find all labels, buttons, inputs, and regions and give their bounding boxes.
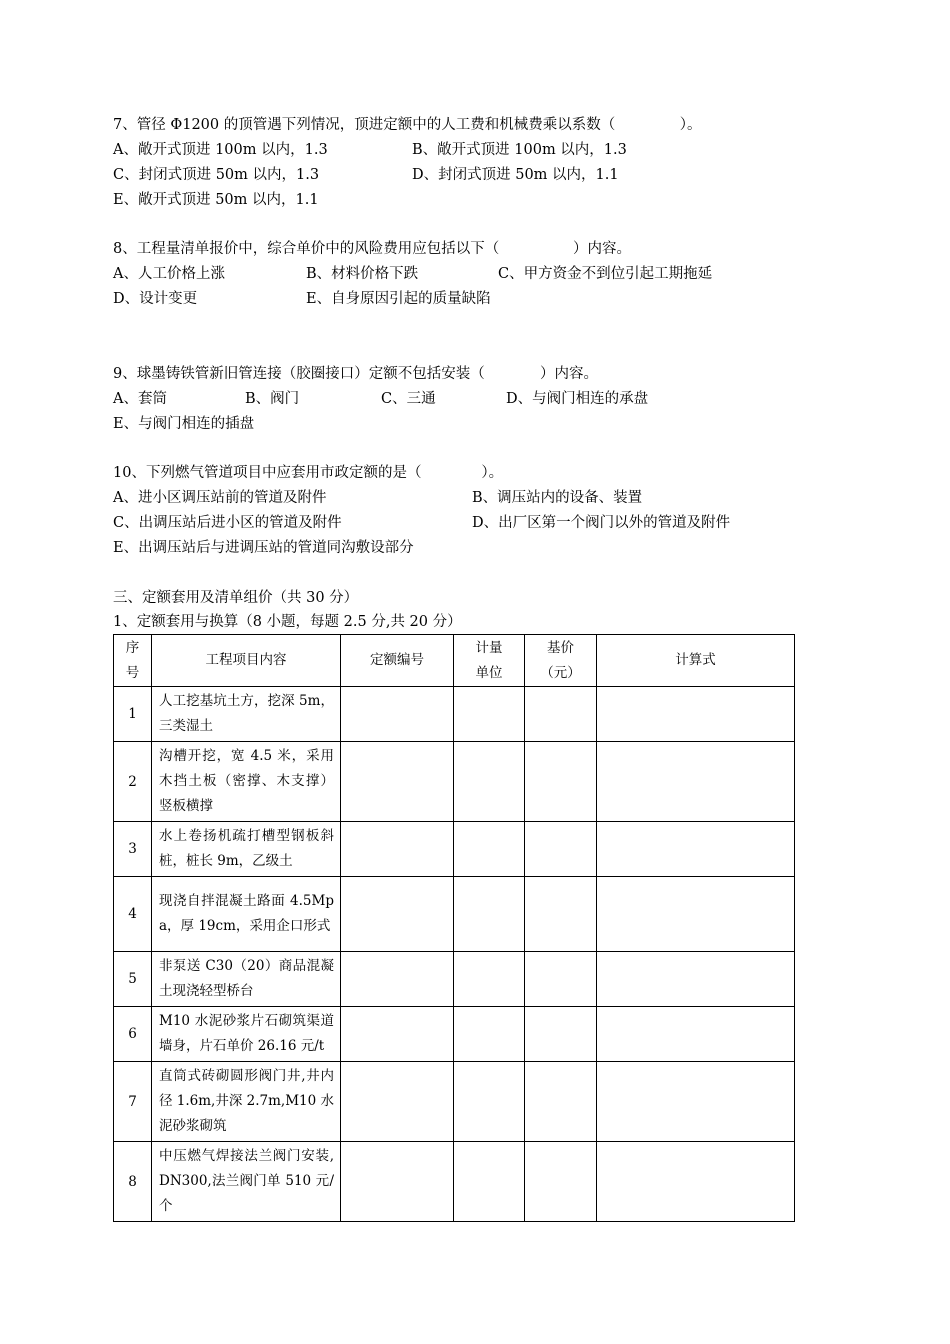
row-number: 7 [114, 1062, 152, 1142]
unit-cell[interactable] [454, 1007, 525, 1062]
row-number: 3 [114, 822, 152, 877]
q8-stem: 8、工程量清单报价中，综合单价中的风险费用应包括以下（ ）内容。 [113, 241, 631, 257]
row-content: 直筒式砖砌圆形阀门井,井内径 1.6m,井深 2.7m,M10 水泥砂浆砌筑 [152, 1062, 341, 1142]
table-row [114, 742, 795, 822]
quota-code-cell[interactable] [341, 822, 454, 877]
row-number: 6 [114, 1007, 152, 1062]
price-cell[interactable] [525, 822, 597, 877]
q10-options-row1 [113, 488, 643, 508]
formula-cell[interactable] [597, 952, 795, 1007]
q8-option-a: A、人工价格上涨 [113, 266, 225, 282]
table-row [114, 687, 795, 742]
q9-option-b: B、阀门 [245, 391, 300, 407]
unit-cell[interactable] [454, 1062, 525, 1142]
formula-cell[interactable] [597, 1007, 795, 1062]
header-unit-line2: 单位 [475, 664, 503, 681]
formula-cell[interactable] [597, 742, 795, 822]
q10-options-row2 [113, 513, 731, 533]
row-content: 人工挖基坑土方，挖深 5m，三类湿土 [152, 687, 341, 742]
q8-option-b: B、材料价格下跌 [306, 266, 419, 282]
quota-code-cell[interactable] [341, 742, 454, 822]
formula-cell[interactable] [597, 822, 795, 877]
q9-option-e: E、与阀门相连的插盘 [113, 416, 255, 432]
q9-options-row2 [113, 414, 255, 434]
q8-option-e: E、自身原因引起的质量缺陷 [306, 291, 491, 307]
unit-cell[interactable] [454, 877, 525, 952]
table-row [114, 1007, 795, 1062]
header-formula: 计算式 [597, 635, 795, 687]
price-cell[interactable] [525, 952, 597, 1007]
header-seq-line2: 号 [125, 664, 140, 681]
table-row [114, 1062, 795, 1142]
q7-options-row1 [113, 140, 627, 160]
q10-option-e: E、出调压站后与进调压站的管道同沟敷设部分 [113, 540, 414, 556]
quota-table [113, 634, 795, 1222]
unit-cell[interactable] [454, 687, 525, 742]
price-cell[interactable] [525, 687, 597, 742]
q7-options-row2 [113, 165, 619, 185]
unit-cell[interactable] [454, 1142, 525, 1222]
header-seq-line1: 序 [125, 639, 140, 656]
header-price [525, 635, 597, 687]
q10-options-row3 [113, 538, 414, 558]
table-header-row [114, 635, 795, 687]
header-unit [454, 635, 525, 687]
row-number: 4 [114, 877, 152, 952]
q7-option-b: B、敞开式顶进 100m 以内，1.3 [412, 142, 627, 158]
header-content: 工程项目内容 [152, 635, 341, 687]
header-code: 定额编号 [341, 635, 454, 687]
row-content: 沟槽开挖，宽 4.5 米，采用木挡土板（密撑、木支撑）竖板横撑 [152, 742, 341, 822]
quota-code-cell[interactable] [341, 952, 454, 1007]
q9-option-d: D、与阀门相连的承盘 [506, 391, 649, 407]
q8-options-row2 [113, 289, 491, 309]
q10-option-d: D、出厂区第一个阀门以外的管道及附件 [472, 515, 731, 531]
q8-option-d: D、设计变更 [113, 291, 198, 307]
q10-option-c: C、出调压站后进小区的管道及附件 [113, 515, 342, 531]
q7-option-e: E、敞开式顶进 50m 以内，1.1 [113, 192, 319, 208]
row-number: 8 [114, 1142, 152, 1222]
formula-cell[interactable] [597, 877, 795, 952]
table-row [114, 822, 795, 877]
quota-code-cell[interactable] [341, 1062, 454, 1142]
header-seq [114, 635, 152, 687]
header-price-line2: （元） [540, 664, 581, 681]
quota-code-cell[interactable] [341, 1007, 454, 1062]
q7-option-c: C、封闭式顶进 50m 以内，1.3 [113, 167, 320, 183]
q10-stem: 10、下列燃气管道项目中应套用市政定额的是（ ）。 [113, 465, 504, 481]
q7-options-row3 [113, 190, 319, 210]
section3-title: 三、定额套用及清单组价（共 30 分） [113, 590, 359, 606]
row-content: 水上卷扬机疏打槽型钢板斜桩，桩长 9m，乙级土 [152, 822, 341, 877]
q9-option-c: C、三通 [381, 391, 436, 407]
price-cell[interactable] [525, 1007, 597, 1062]
q7-option-d: D、封闭式顶进 50m 以内，1.1 [412, 167, 619, 183]
header-unit-line1: 计量 [475, 639, 503, 656]
row-number: 2 [114, 742, 152, 822]
q7-option-a: A、敞开式顶进 100m 以内，1.3 [113, 142, 328, 158]
header-price-line1: 基价 [547, 639, 574, 656]
q10-option-a: A、进小区调压站前的管道及附件 [113, 490, 327, 506]
price-cell[interactable] [525, 742, 597, 822]
quota-code-cell[interactable] [341, 877, 454, 952]
q10-option-b: B、调压站内的设备、装置 [472, 490, 643, 506]
row-content: 非泵送 C30（20）商品混凝土现浇轻型桥台 [152, 952, 341, 1007]
unit-cell[interactable] [454, 822, 525, 877]
row-content: 现浇自拌混凝土路面 4.5Mpa，厚 19cm，采用企口形式 [152, 877, 341, 952]
row-content: 中压燃气焊接法兰阀门安装,DN300,法兰阀门单 510 元/个 [152, 1142, 341, 1222]
q9-options-row1 [113, 389, 649, 409]
table-row [114, 1142, 795, 1222]
q8-option-c: C、甲方资金不到位引起工期拖延 [498, 266, 713, 282]
price-cell[interactable] [525, 1142, 597, 1222]
table-row [114, 877, 795, 952]
q7-stem: 7、管径 Φ1200 的顶管遇下列情况，顶进定额中的人工费和机械费乘以系数（ ）。 [113, 117, 702, 133]
quota-code-cell[interactable] [341, 1142, 454, 1222]
price-cell[interactable] [525, 1062, 597, 1142]
formula-cell[interactable] [597, 1062, 795, 1142]
unit-cell[interactable] [454, 952, 525, 1007]
q9-option-a: A、套筒 [113, 391, 167, 407]
section3-subtitle: 1、定额套用与换算（8 小题，每题 2.5 分,共 20 分） [113, 614, 462, 630]
row-number: 5 [114, 952, 152, 1007]
q8-options-row1 [113, 264, 713, 284]
table-row [114, 952, 795, 1007]
formula-cell[interactable] [597, 687, 795, 742]
row-number: 1 [114, 687, 152, 742]
quota-code-cell[interactable] [341, 687, 454, 742]
row-content: M10 水泥砂浆片石砌筑渠道墙身，片石单价 26.16 元/t [152, 1007, 341, 1062]
formula-cell[interactable] [597, 1142, 795, 1222]
q9-stem: 9、球墨铸铁管新旧管连接（胶圈接口）定额不包括安装（ ）内容。 [113, 366, 599, 382]
price-cell[interactable] [525, 877, 597, 952]
unit-cell[interactable] [454, 742, 525, 822]
